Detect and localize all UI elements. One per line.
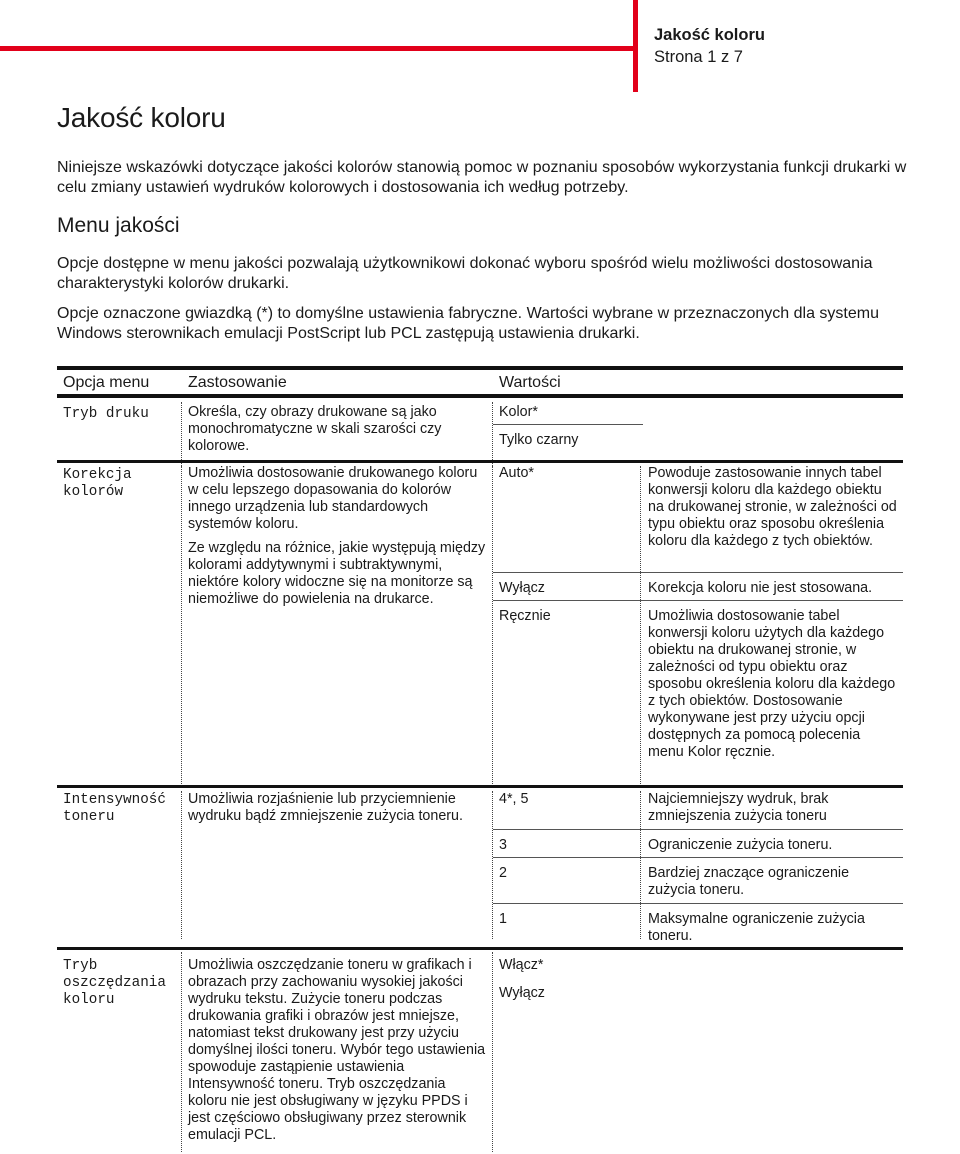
- table-row-value: Kolor*: [499, 404, 538, 420]
- table-row-value: Auto*: [499, 465, 534, 481]
- column-header-values: Wartości: [499, 374, 561, 391]
- page-number: Strona 1 z 7: [654, 48, 743, 66]
- header-divider: [633, 0, 638, 92]
- table-row-value-desc: Korekcja koloru nie jest stosowana.: [648, 580, 873, 596]
- table-row-value: 2: [499, 865, 507, 881]
- table-row-menu: Intensywność toneru: [63, 792, 166, 825]
- table-row-menu: Tryb oszczędzania koloru: [63, 958, 166, 1008]
- table-row-usage: Umożliwia rozjaśnienie lub przyciemnienie wydruku bądź zmniejszenie zużycia toneru.: [188, 791, 463, 824]
- section-paragraph-2: Opcje oznaczone gwiazdką (*) to domyślne ustawienia fabryczne. Wartości wybrane w przeznaczonych dla systemu Windows sterownikach emulacji PostScript lub PCL zastępują ustawienia drukarki.: [57, 305, 879, 342]
- value-divider: [493, 572, 903, 573]
- table-row-value-desc: Najciemniejszy wydruk, brak zmniejszenia zużycia toneru: [648, 791, 829, 824]
- section-paragraph-1: Opcje dostępne w menu jakości pozwalają użytkownikowi dokonać wyboru spośród wielu możliwości dostosowania charakterystyki kolorów drukarki.: [57, 255, 873, 292]
- table-row-value: Wyłącz: [499, 985, 545, 1001]
- column-separator: [640, 466, 641, 786]
- section-title: Menu jakości: [57, 214, 180, 237]
- table-row-value: Włącz*: [499, 957, 544, 973]
- row-divider: [57, 460, 903, 463]
- table-row-value: Tylko czarny: [499, 432, 579, 448]
- table-row-usage: Umożliwia oszczędzanie toneru w grafikach i obrazach przy zachowaniu wysokiej jakości wydruku tekstu. Zużycie toneru podczas drukowania grafiki i obrazów jest mniejsze, natomiast tekst drukowany jest przy użyciu domyślnej ilości toneru. Wybór tego ustawienia spowoduje zastąpienie ustawienia Intensywność toneru. Tryb oszczędzania koloru nie jest obsługiwany w języku PPDS i jest częściowo obsługiwany przez sterownik emulacji PCL.: [188, 957, 486, 1143]
- column-separator: [492, 952, 493, 1152]
- table-row-menu: Korekcja kolorów: [63, 467, 132, 500]
- column-separator: [181, 791, 182, 939]
- column-separator: [640, 791, 641, 939]
- row-divider: [57, 947, 903, 950]
- column-separator: [492, 466, 493, 786]
- running-header: [654, 24, 765, 68]
- column-separator: [181, 952, 182, 1152]
- intro-paragraph: Niniejsze wskazówki dotyczące jakości kolorów stanowią pomoc w poznaniu sposobów wykorzystania funkcji drukarki w celu zmiany ustawień wydruków kolorowych i dostosowania ich według potrzeby.: [57, 159, 907, 196]
- value-divider: [493, 829, 903, 830]
- table-row-value: 3: [499, 837, 507, 853]
- table-row-usage: Umożliwia dostosowanie drukowanego koloru w celu lepszego dopasowania do kolorów innego urządzenia lub standardowych systemów koloru.: [188, 465, 478, 532]
- table-row-value-desc: Umożliwia dostosowanie tabel konwersji koloru użytych dla każdego obiektu na drukowanej stronie, w zależności od typu obiektu oraz sposobu określenia koloru dla każdego z tych obiektów. Dostosowanie wykonywane jest przy użyciu opcji dostępnych za pomocą polecenia menu Kolor ręcznie.: [648, 608, 896, 760]
- row-divider: [57, 785, 903, 788]
- table-row-value: Wyłącz: [499, 580, 545, 596]
- column-separator: [492, 791, 493, 939]
- table-row-value-desc: Powoduje zastosowanie innych tabel konwersji koloru dla każdego obiektu na drukowanej stronie, w zależności od typu obiektu oraz sposobu określenia koloru dla każdego z tych obiektów.: [648, 465, 897, 549]
- table-row-usage: Określa, czy obrazy drukowane są jako monochromatyczne w skali szarości czy kolorowe.: [188, 404, 442, 454]
- table-row-usage-note: Ze względu na różnice, jakie występują między kolorami addytywnymi i subtraktywnymi, niektóre kolory widoczne się na monitorze są niemożliwe do powielenia na drukarce.: [188, 540, 486, 607]
- table-row-value: 1: [499, 911, 507, 927]
- value-divider: [493, 600, 903, 601]
- table-header: [57, 366, 903, 398]
- table-row-value: Ręcznie: [499, 608, 551, 624]
- column-header-usage: Zastosowanie: [188, 374, 287, 391]
- header-rule: [0, 46, 636, 51]
- value-divider: [493, 424, 643, 425]
- page-title: Jakość koloru: [57, 102, 226, 133]
- value-divider: [493, 903, 903, 904]
- table-row-value-desc: Bardziej znaczące ograniczenie zużycia toneru.: [648, 865, 850, 898]
- column-header-menu: Opcja menu: [63, 374, 150, 391]
- table-row-menu: Tryb druku: [63, 406, 149, 422]
- value-divider: [493, 857, 903, 858]
- table-row-value-desc: Ograniczenie zużycia toneru.: [648, 837, 833, 853]
- table-row-value: 4*, 5: [499, 791, 529, 807]
- table-row-value-desc: Maksymalne ograniczenie zużycia toneru.: [648, 911, 865, 944]
- column-separator: [181, 466, 182, 786]
- running-header-title: Jakość koloru: [654, 26, 765, 44]
